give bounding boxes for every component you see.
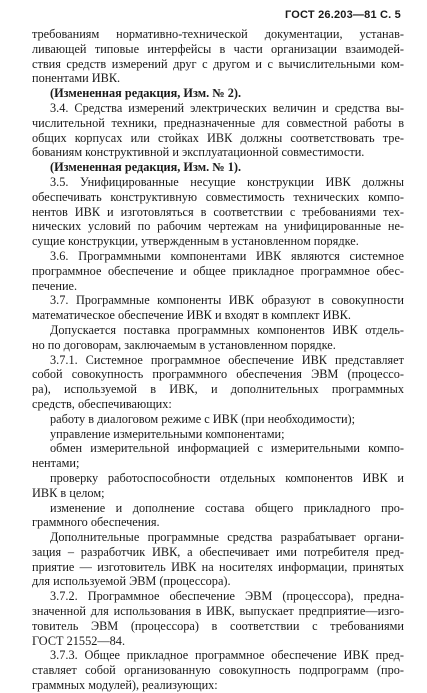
text-line: числительной техники, предназначенные для совместной работы в — [32, 115, 404, 130]
text-line: общих корпусах или стойках ИВК должны соответствовать тре- — [32, 130, 404, 145]
text-line: товитель ЭВМ (процессора) в соответствии с требованиями — [32, 618, 404, 633]
text-line: 3.7.2. Программное обеспечение ЭВМ (процессора), предна- — [50, 589, 404, 604]
text-line: бованиям конструктивной и эксплуатационной совместимости. — [32, 145, 365, 160]
text-line: сущие конструкции, утвержденным в установленном порядке. — [32, 234, 359, 249]
text-line: ливающей типовые интерфейсы в части организации взаимодей- — [32, 41, 404, 56]
text-line: работу в диалоговом режиме с ИВК (при необходимости); — [50, 411, 356, 426]
text-line: печение. — [32, 278, 78, 293]
text-line: граммного обеспечения. — [32, 515, 160, 530]
text-line: 3.7.1. Системное программное обеспечение ИВК представляет — [50, 352, 404, 367]
text-line: ствия средств измерений друг с другом и с вычислительными ком- — [32, 56, 404, 71]
text-line: ра), используемой в ИВК, и дополнительных программных — [32, 382, 404, 397]
text-line: математическое обеспечение ИВК и входят в комплект ИВК. — [32, 308, 351, 323]
text-line: 3.5. Унифицированные несущие конструкции ИВК должны — [50, 174, 404, 189]
text-line: обмен измерительной информацией с измерительными компо- — [50, 441, 404, 456]
text-line: проверку работоспособности отдельных компонентов ИВК и — [50, 470, 404, 485]
text-line: программное обеспечение и общее прикладное программное обес- — [32, 263, 404, 278]
text-line: 3.4. Средства измерений электрических величин и средства вы- — [50, 100, 404, 115]
text-line: (Измененная редакция, Изм. № 2). — [50, 86, 242, 101]
text-line: нентов ИВК и изготовляться в соответствии с требованиями тех- — [32, 204, 404, 219]
text-line: Допускается поставка программных компонентов ИВК отдель- — [50, 322, 404, 337]
text-line: граммных модулей), реализующих: — [32, 678, 218, 693]
text-line: ГОСТ 21552—84. — [32, 633, 126, 648]
text-line: приятие — изготовитель ИВК на носителях информации, принятых — [32, 559, 404, 574]
body-text — [32, 27, 404, 693]
text-line: средств, обеспечивающих: — [32, 396, 172, 411]
text-line: требованиям нормативно-технической документации, устанав- — [32, 27, 404, 41]
text-line: но по договорам, заключаемым в установленном порядке. — [32, 337, 336, 352]
text-line: собой совокупность программного обеспечения ЭВМ (процессо- — [32, 367, 404, 382]
text-line: нических условий по рабочим чертежам на унифицированные не- — [32, 219, 404, 234]
text-line: значенной для использования в ИВК, выпускает предприятие—изго- — [32, 604, 404, 619]
text-line: 3.7.3. Общее прикладное программное обеспечение ИВК пред- — [50, 648, 404, 663]
text-line: (Измененная редакция, Изм. № 1). — [50, 160, 242, 175]
text-line: ставляет собой организованную совокупность подпрограмм (про- — [32, 663, 404, 678]
page-header: ГОСТ 26.203—81 С. 5 — [284, 9, 401, 21]
text-line: ИВК в целом; — [32, 485, 105, 500]
text-line: нентами; — [32, 456, 80, 471]
text-line: управление измерительными компонентами; — [50, 426, 285, 441]
text-line: для используемой ЭВМ (процессора). — [32, 574, 231, 589]
text-line: 3.6. Программными компонентами ИВК являются системное — [50, 248, 404, 263]
text-line: 3.7. Программные компоненты ИВК образуют в совокупности — [50, 293, 404, 308]
text-line: зация – разработчик ИВК, а обеспечивает ими потребителя пред- — [32, 544, 404, 559]
text-line: обеспечивать конструктивную совместимость технических компо- — [32, 189, 404, 204]
text-line: понентами ИВК. — [32, 71, 121, 86]
text-line: изменение и дополнение состава общего прикладного про- — [50, 500, 404, 515]
text-line: Дополнительные программные средства разрабатывает органи- — [50, 530, 404, 545]
